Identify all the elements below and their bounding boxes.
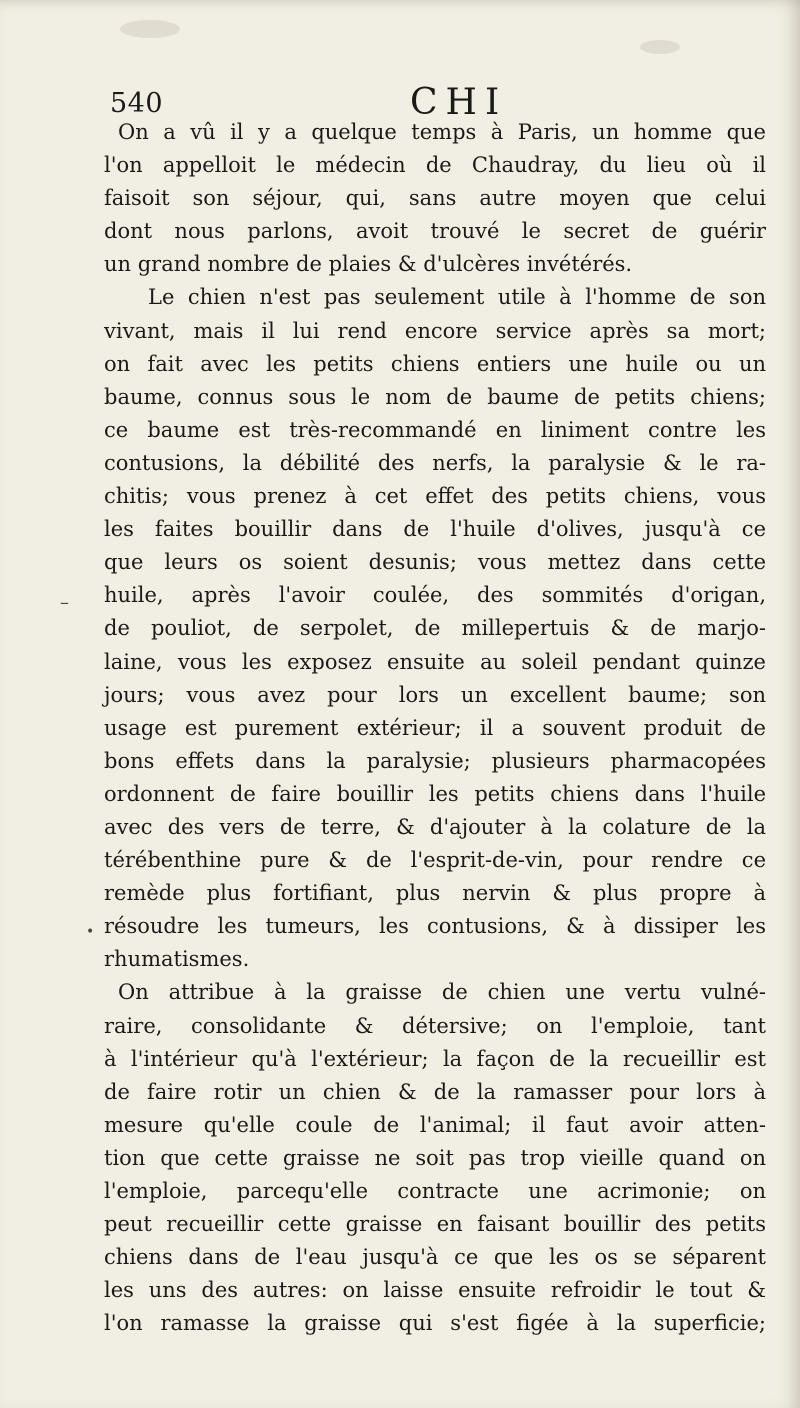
margin-dash-mark: – bbox=[60, 592, 69, 613]
page-number: 540 bbox=[110, 88, 164, 119]
running-head: CHI bbox=[410, 82, 508, 123]
text-line: résoudre les tumeurs, les contusions, & à dissiper les bbox=[104, 914, 766, 939]
text-line: que leurs os soient desunis; vous mettez dans cette bbox=[104, 550, 766, 575]
text-line: de faire rotir un chien & de la ramasser pour lors à bbox=[104, 1079, 766, 1104]
paragraph-1 bbox=[104, 116, 766, 281]
text-line: un grand nombre de plaies & d'ulcères invétérés. bbox=[104, 252, 633, 277]
text-line: les faites bouillir dans de l'huile d'olives, jusqu'à ce bbox=[104, 517, 766, 542]
paper-stain bbox=[640, 40, 680, 54]
paragraph-2 bbox=[104, 281, 766, 976]
text-line: l'emploie, parcequ'elle contracte une acrimonie; on bbox=[104, 1179, 766, 1203]
text-line: les uns des autres: on laisse ensuite refroidir le tout & bbox=[104, 1278, 766, 1303]
text-line: chitis; vous prenez à cet effet des petits chiens, vous bbox=[104, 484, 766, 509]
text-line: contusions, la débilité des nerfs, la paralysie & le ra- bbox=[104, 450, 766, 475]
body-text bbox=[104, 116, 766, 1340]
paper-stain bbox=[120, 20, 180, 38]
text-line: peut recueillir cette graisse en faisant bouillir des petits bbox=[104, 1212, 766, 1237]
text-line: huile, après l'avoir coulée, des sommités d'origan, bbox=[104, 583, 766, 608]
text-line: mesure qu'elle coule de l'animal; il faut avoir atten- bbox=[104, 1112, 766, 1137]
text-line: laine, vous les exposez ensuite au soleil pendant quinze bbox=[104, 649, 766, 674]
text-line: l'on ramasse la graisse qui s'est figée à la superficie; bbox=[104, 1311, 766, 1336]
margin-bullet-mark: • bbox=[86, 924, 95, 940]
text-line: à l'intérieur qu'à l'extérieur; la façon de la recueillir est bbox=[104, 1046, 766, 1071]
text-line: bons effets dans la paralysie; plusieurs pharmacopées bbox=[104, 748, 766, 773]
text-line: on fait avec les petits chiens entiers une huile ou un bbox=[104, 351, 766, 376]
text-line: usage est purement extérieur; il a souvent produit de bbox=[104, 715, 766, 740]
paragraph-3 bbox=[104, 976, 766, 1340]
text-line: remède plus fortifiant, plus nervin & plus propre à bbox=[104, 881, 766, 906]
text-line: Le chien n'est pas seulement utile à l'homme de son bbox=[148, 285, 766, 310]
text-line: On a vû il y a quelque temps à Paris, un homme que bbox=[118, 120, 766, 144]
text-line: ce baume est très-recommandé en liniment contre les bbox=[104, 417, 766, 442]
text-line: On attribue à la graisse de chien une vertu vulné- bbox=[118, 980, 766, 1005]
text-line: de pouliot, de serpolet, de millepertuis & de marjo- bbox=[104, 616, 766, 641]
text-line: rhumatismes. bbox=[104, 947, 250, 972]
text-line: chiens dans de l'eau jusqu'à ce que les os se séparent bbox=[104, 1245, 766, 1270]
text-line: dont nous parlons, avoit trouvé le secret de guérir bbox=[104, 219, 766, 244]
text-line: jours; vous avez pour lors un excellent baume; son bbox=[104, 682, 766, 707]
text-line: tion que cette graisse ne soit pas trop vieille quand on bbox=[104, 1145, 766, 1170]
text-line: baume, connus sous le nom de baume de petits chiens; bbox=[104, 384, 766, 409]
text-line: avec des vers de terre, & d'ajouter à la colature de la bbox=[104, 814, 766, 839]
text-line: vivant, mais il lui rend encore service après sa mort; bbox=[104, 318, 766, 343]
text-line: raire, consolidante & détersive; on l'emploie, tant bbox=[104, 1013, 766, 1038]
text-line: ordonnent de faire bouillir les petits chiens dans l'huile bbox=[104, 781, 766, 806]
text-line: l'on appelloit le médecin de Chaudray, du lieu où il bbox=[104, 153, 766, 178]
text-line: faisoit son séjour, qui, sans autre moyen que celui bbox=[104, 186, 766, 211]
text-line: térébenthine pure & de l'esprit-de-vin, pour rendre ce bbox=[104, 848, 766, 873]
